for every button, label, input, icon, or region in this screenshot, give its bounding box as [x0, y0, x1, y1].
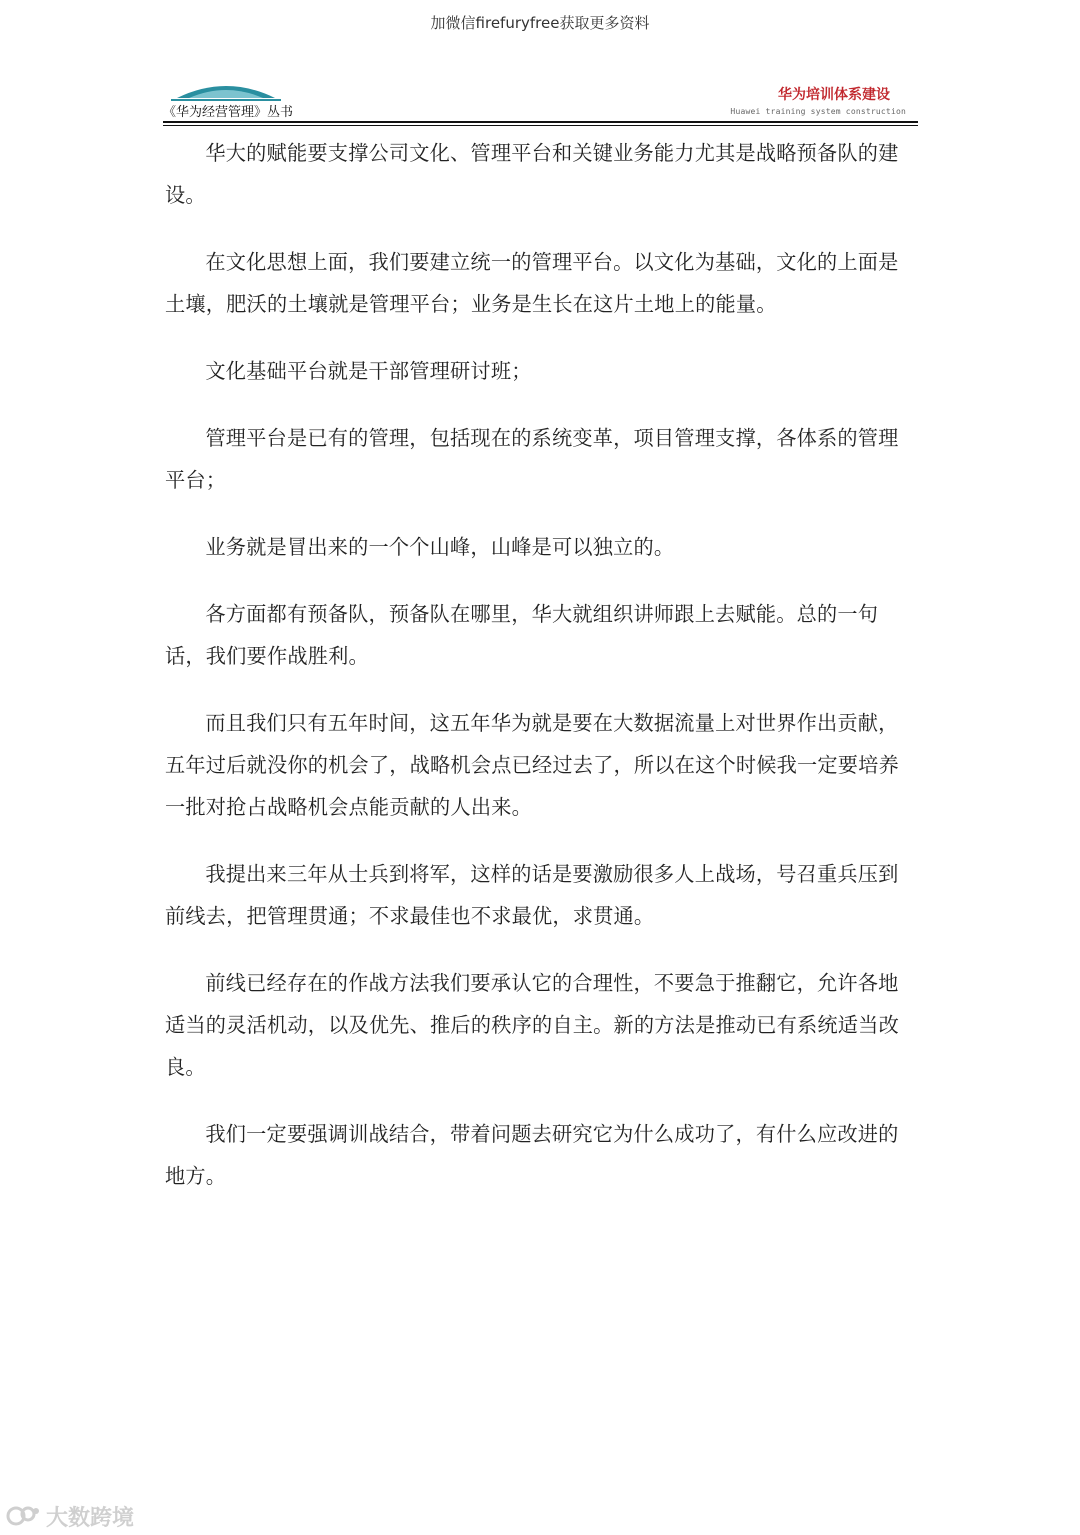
header-rule-thin	[163, 125, 918, 126]
page-header	[163, 72, 918, 124]
brand-title: 华为培训体系建设	[778, 87, 890, 103]
paragraph: 各方面都有预备队，预备队在哪里，华大就组织讲师跟上去赋能。总的一句话，我们要作战胜利。	[165, 602, 879, 668]
brand-subtitle: Huawei training system construction	[730, 107, 906, 116]
paragraph: 而且我们只有五年时间，这五年华为就是要在大数据流量上对世界作出贡献，五年过后就没你的机会了，战略机会点已经过去了，所以在这个时候我一定要培养一批对抢占战略机会点能贡献的人出来。	[165, 711, 899, 819]
paragraph: 管理平台是已有的管理，包括现在的系统变革，项目管理支撑，各体系的管理平台；	[165, 426, 899, 492]
paragraph: 在文化思想上面，我们要建立统一的管理平台。以文化为基础，文化的上面是土壤，肥沃的土壤就是管理平台；业务是生长在这片土地上的能量。	[165, 250, 899, 316]
paragraph: 业务就是冒出来的一个个山峰，山峰是可以独立的。	[205, 535, 675, 559]
document-body	[165, 132, 917, 1222]
paragraph: 华大的赋能要支撑公司文化、管理平台和关键业务能力尤其是战略预备队的建设。	[165, 141, 899, 207]
top-note: 加微信firefuryfree获取更多资料	[430, 14, 650, 32]
paragraph: 文化基础平台就是干部管理研讨班；	[205, 359, 532, 383]
paragraph: 前线已经存在的作战方法我们要承认它的合理性，不要急于推翻它，允许各地适当的灵活机动，以及优先、推后的秩序的自主。新的方法是推动已有系统适当改良。	[165, 971, 899, 1079]
bubble-logo-icon	[6, 1503, 40, 1529]
series-title: 《华为经营管理》丛书	[163, 105, 294, 120]
paragraph: 我提出来三年从士兵到将军，这样的话是要激励很多人上战场，号召重兵压到前线去，把管理贯通；不求最佳也不求最优，求贯通。	[165, 862, 899, 928]
watermark	[6, 1499, 134, 1533]
watermark-text: 大数跨境	[46, 1505, 135, 1531]
header-rule	[163, 121, 918, 123]
paragraph: 我们一定要强调训战结合，带着问题去研究它为什么成功了，有什么应改进的地方。	[165, 1122, 899, 1188]
